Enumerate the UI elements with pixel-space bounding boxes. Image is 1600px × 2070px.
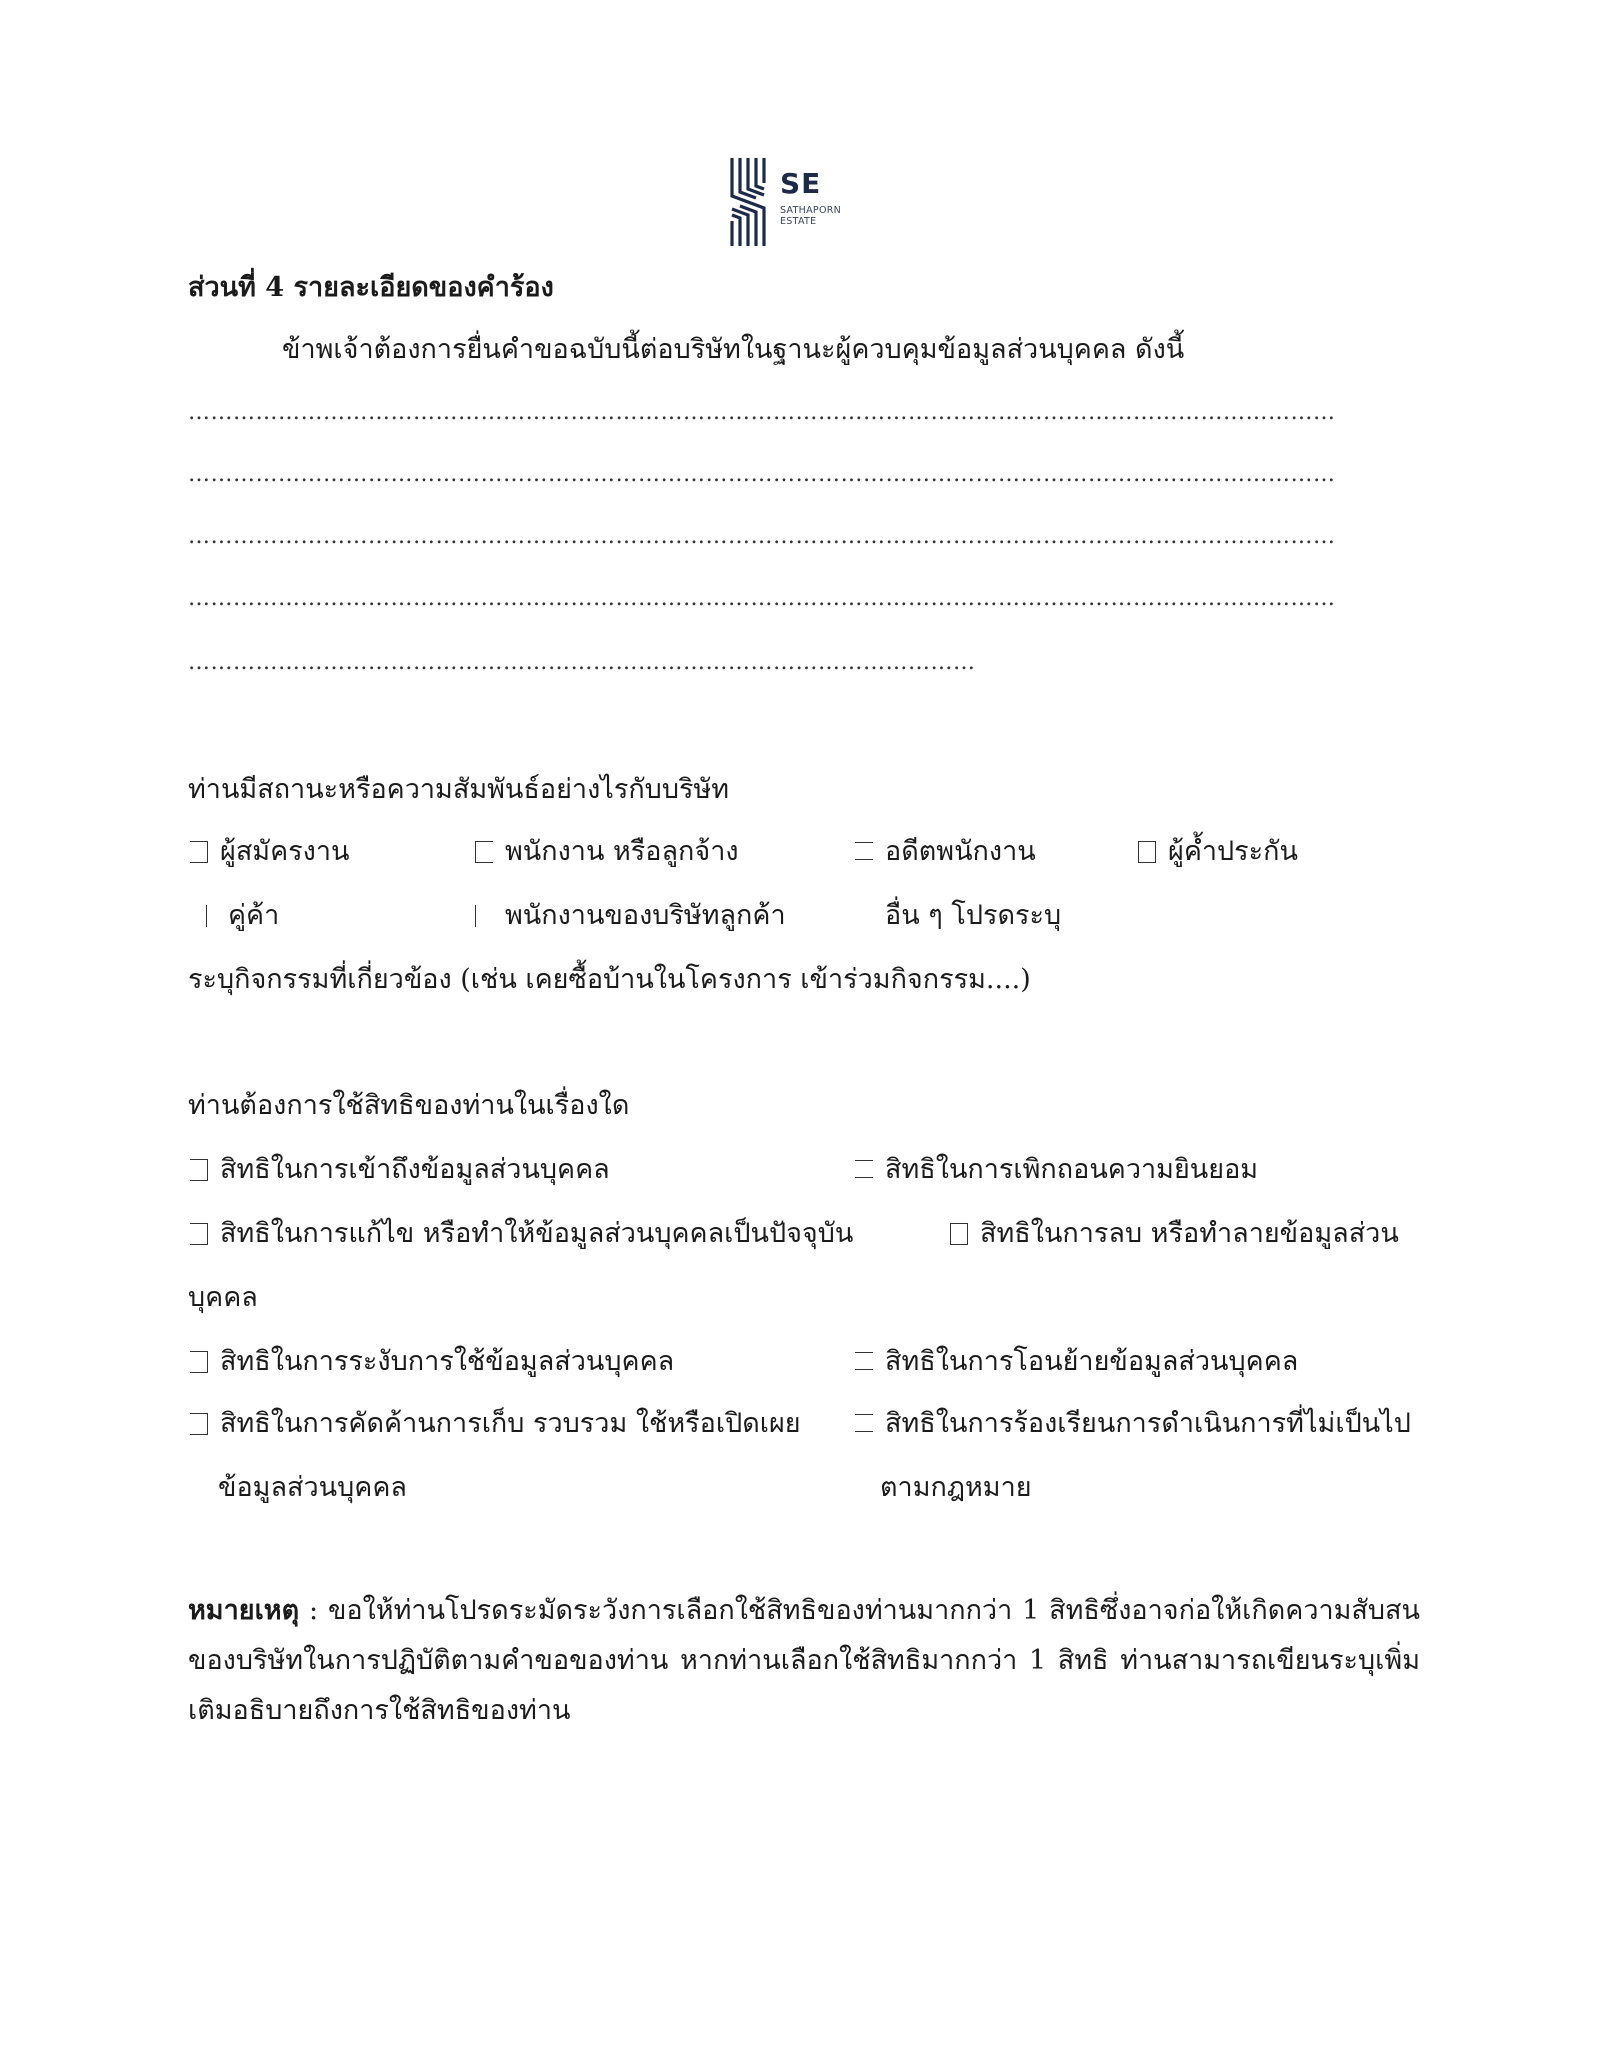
right-option-complaint[interactable] [855,1404,1411,1444]
checkbox-icon[interactable] [475,841,493,863]
right-option-erase[interactable] [950,1214,1399,1254]
option-label: ผู้ค้ำประกัน [1168,836,1298,867]
logo-subtitle-line2: ESTATE [780,216,817,227]
relationship-option-client-employee[interactable] [475,896,786,936]
note-paragraph [188,1586,1420,1736]
checkbox-icon[interactable] [475,905,485,927]
logo-subtitle [780,205,841,227]
checkbox-icon[interactable] [190,1413,208,1435]
checkbox-icon[interactable] [190,1223,208,1245]
option-label: สิทธิในการลบ หรือทำลายข้อมูลส่วน [980,1218,1399,1249]
option-label: สิทธิในการระงับการใช้ข้อมูลส่วนบุคคล [220,1346,675,1377]
right-option-complaint-cont: ตามกฎหมาย [880,1472,1032,1503]
checkbox-icon[interactable] [855,905,873,927]
fill-line-5[interactable]: …………………………………………………………………………………………… [188,650,976,675]
option-label: สิทธิในการคัดค้านการเก็บ รวบรวม ใช้หรือเปิดเผย [220,1408,801,1439]
logo-brand-text: SE [780,167,822,200]
note-text: : ขอให้ท่านโปรดระมัดระวังการเลือกใช้สิทธิของท่านมากกว่า 1 สิทธิซึ่งอาจก่อให้เกิดความสับสนของบริษัทในการปฏิบัติตามคำขอของท่าน หากท่านเลือกใช้สิทธิมากกว่า 1 สิทธิ ท่านสามารถเขียนระบุเพิ่มเติมอธิบายถึงการใช้สิทธิของท่าน [188,1595,1420,1726]
activity-prompt: ระบุกิจกรรมที่เกี่ยวข้อง (เช่น เคยซื้อบ้านในโครงการ เข้าร่วมกิจกรรม....) [188,964,1031,995]
relationship-option-guarantor[interactable] [1138,832,1298,872]
option-label: สิทธิในการเข้าถึงข้อมูลส่วนบุคคล [220,1154,610,1185]
logo-subtitle-line1: SATHAPORN [780,205,842,216]
rights-question: ท่านต้องการใช้สิทธิของท่านในเรื่องใด [188,1090,630,1121]
option-label: สิทธิในการแก้ไข หรือทำให้ข้อมูลส่วนบุคคลเป็นปัจจุบัน [220,1218,854,1249]
checkbox-icon[interactable] [1138,841,1156,863]
company-logo [728,155,888,250]
checkbox-icon[interactable] [950,1223,968,1245]
section-intro: ข้าพเจ้าต้องการยื่นคำขอฉบับนี้ต่อบริษัทในฐานะผู้ควบคุมข้อมูลส่วนบุคคล ดังนี้ [282,334,1185,365]
checkbox-icon[interactable] [190,1159,208,1181]
checkbox-icon[interactable] [190,841,208,863]
right-option-erase-cont: บุคคล [188,1282,258,1313]
fill-line-1[interactable]: ……………………………………………………………………………………………………………………………………… [188,400,1336,425]
checkbox-icon[interactable] [190,1351,208,1373]
relationship-option-employee[interactable] [475,832,739,872]
option-label: พนักงานของบริษัทลูกค้า [505,900,786,931]
logo-mark-icon [728,158,768,246]
note-label: หมายเหตุ [188,1595,300,1626]
right-option-withdraw-consent[interactable] [855,1150,1258,1190]
section-heading: ส่วนที่ 4 รายละเอียดของคำร้อง [188,272,554,303]
right-option-access[interactable] [190,1150,610,1190]
option-label: สิทธิในการร้องเรียนการดำเนินการที่ไม่เป็นไป [885,1408,1411,1439]
option-label: สิทธิในการเพิกถอนความยินยอม [885,1154,1259,1185]
checkbox-icon[interactable] [855,1160,873,1178]
checkbox-icon[interactable] [855,842,873,860]
checkbox-icon[interactable] [855,1414,873,1432]
right-option-rectify[interactable] [190,1214,853,1254]
relationship-option-former-employee[interactable] [855,832,1036,872]
relationship-option-partner[interactable] [206,896,279,936]
fill-line-3[interactable]: ……………………………………………………………………………………………………………………………………… [188,524,1336,549]
option-label: คู่ค้า [228,900,280,931]
checkbox-icon[interactable] [206,905,216,927]
checkbox-icon[interactable] [855,1352,873,1370]
fill-line-2[interactable]: ……………………………………………………………………………………………………………………………………… [188,462,1336,487]
fill-line-4[interactable]: ……………………………………………………………………………………………………………………………………… [188,586,1336,611]
option-label: อื่น ๆ โปรดระบุ [885,900,1062,931]
right-option-restrict[interactable] [190,1342,674,1382]
right-option-object[interactable] [190,1404,801,1444]
relationship-option-applicant[interactable] [190,832,349,872]
right-option-object-cont: ข้อมูลส่วนบุคคล [218,1472,407,1503]
option-label: พนักงาน หรือลูกจ้าง [505,836,739,867]
right-option-portability[interactable] [855,1342,1298,1382]
option-label: ผู้สมัครงาน [220,836,350,867]
relationship-question: ท่านมีสถานะหรือความสัมพันธ์อย่างไรกับบริษัท [188,774,730,805]
option-label: อดีตพนักงาน [885,836,1036,867]
option-label: สิทธิในการโอนย้ายข้อมูลส่วนบุคคล [885,1346,1299,1377]
relationship-option-other[interactable] [855,896,1061,936]
